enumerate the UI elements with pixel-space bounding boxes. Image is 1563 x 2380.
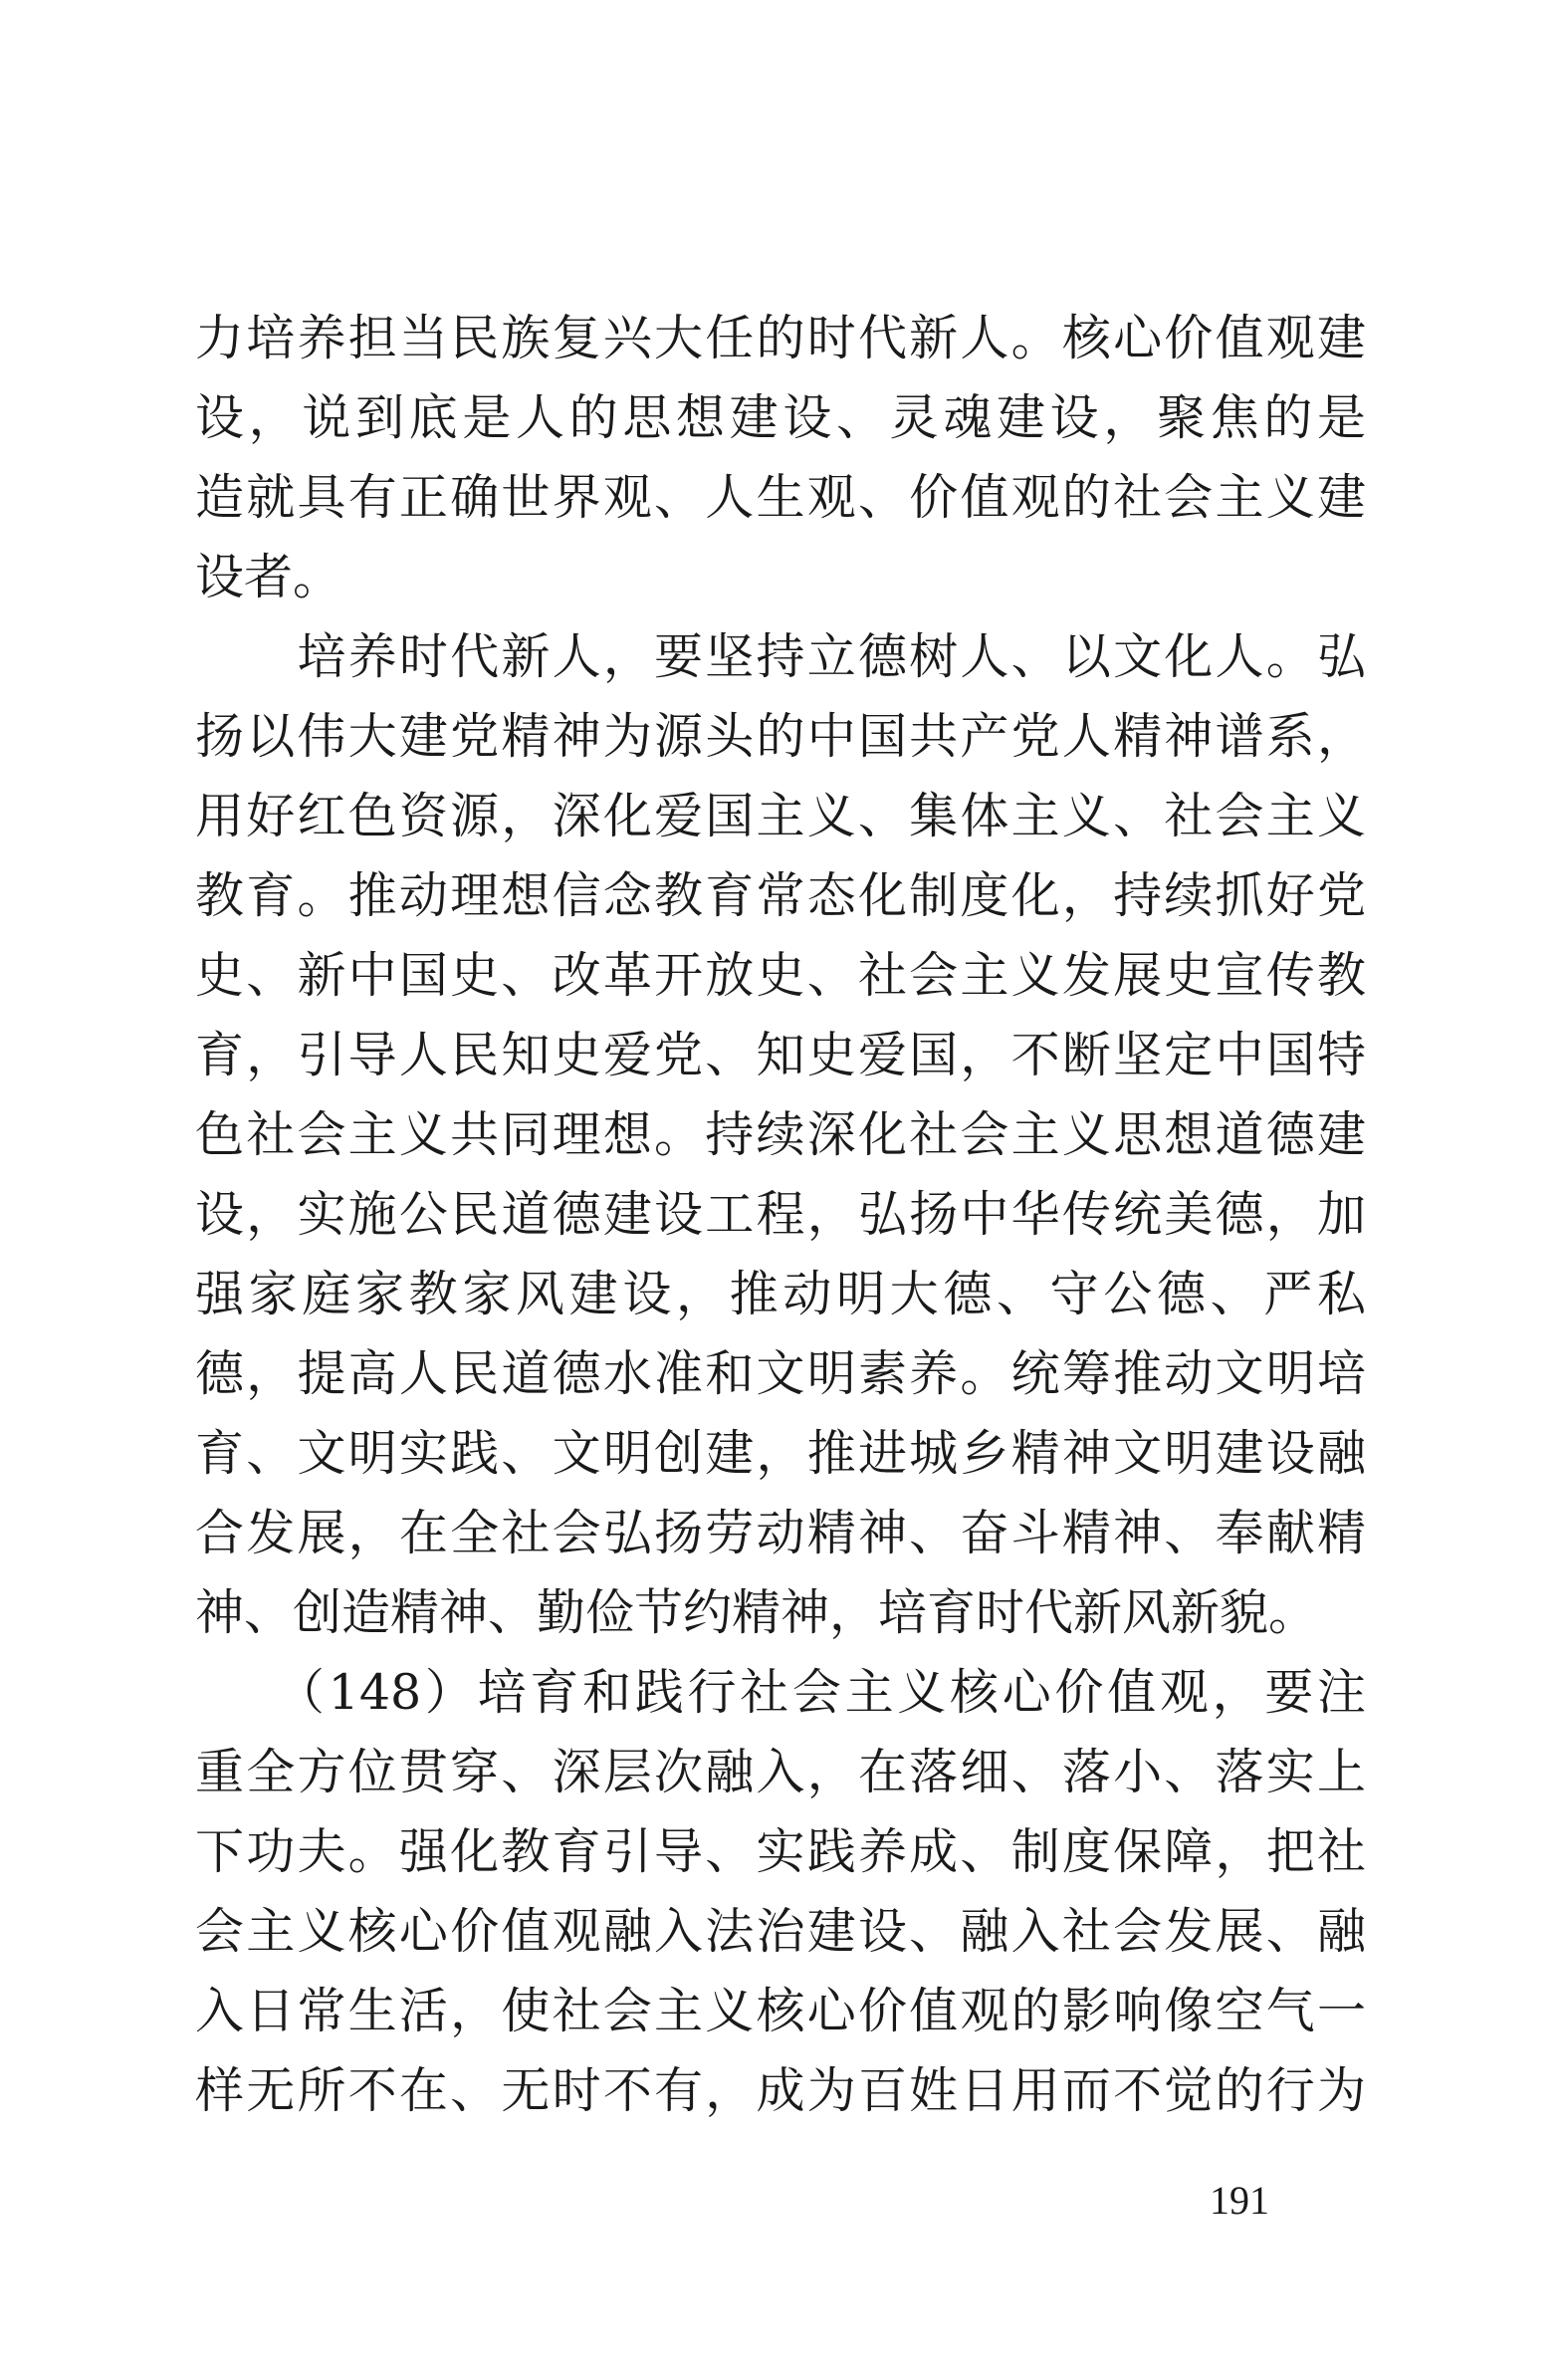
text-line: 合发展，在全社会弘扬劳动精神、奋斗精神、奉献精 (195, 1505, 1366, 1561)
text-line: （148）培育和践行社会主义核心价值观，要注 (195, 1664, 1366, 1721)
text-line: 育，引导人民知史爱党、知史爱国，不断坚定中国特 (195, 1027, 1366, 1083)
text-line: 教育。推动理想信念教育常态化制度化，持续抓好党 (195, 867, 1366, 924)
text-line: 入日常生活，使社会主义核心价值观的影响像空气一 (195, 1983, 1366, 2039)
text-line: 色社会主义共同理想。持续深化社会主义思想道德建 (195, 1106, 1366, 1163)
body-text (195, 299, 1366, 2131)
text-line: 样无所不在、无时不有，成为百姓日用而不觉的行为 (195, 2062, 1366, 2119)
text-line: 用好红色资源，深化爱国主义、集体主义、社会主义 (195, 788, 1366, 844)
text-line: 培养时代新人，要坚持立德树人、以文化人。弘 (195, 628, 1366, 685)
text-line: 神、创造精神、勤俭节约精神，培育时代新风新貌。 (195, 1584, 1318, 1641)
text-line: 育、文明实践、文明创建，推进城乡精神文明建设融 (195, 1425, 1366, 1482)
text-line: 重全方位贯穿、深层次融入，在落细、落小、落实上 (195, 1744, 1366, 1800)
text-line: 强家庭家教家风建设，推动明大德、守公德、严私 (195, 1266, 1366, 1322)
page-number: 191 (1210, 2178, 1269, 2223)
text-line: 力培养担当民族复兴大任的时代新人。核心价值观建 (195, 310, 1366, 366)
text-line: 设，说到底是人的思想建设、灵魂建设，聚焦的是 (195, 389, 1366, 446)
text-line: 德，提高人民道德水准和文明素养。统筹推动文明培 (195, 1345, 1366, 1402)
text-line: 设者。 (195, 549, 342, 605)
text-line: 造就具有正确世界观、人生观、价值观的社会主义建 (195, 469, 1366, 526)
text-line: 史、新中国史、改革开放史、社会主义发展史宣传教 (195, 947, 1366, 1004)
text-line: 下功夫。强化教育引导、实践养成、制度保障，把社 (195, 1823, 1366, 1880)
text-line: 会主义核心价值观融入法治建设、融入社会发展、融 (195, 1903, 1366, 1960)
text-line: 设，实施公民道德建设工程，弘扬中华传统美德，加 (195, 1186, 1366, 1243)
text-line: 扬以伟大建党精神为源头的中国共产党人精神谱系， (195, 708, 1366, 765)
